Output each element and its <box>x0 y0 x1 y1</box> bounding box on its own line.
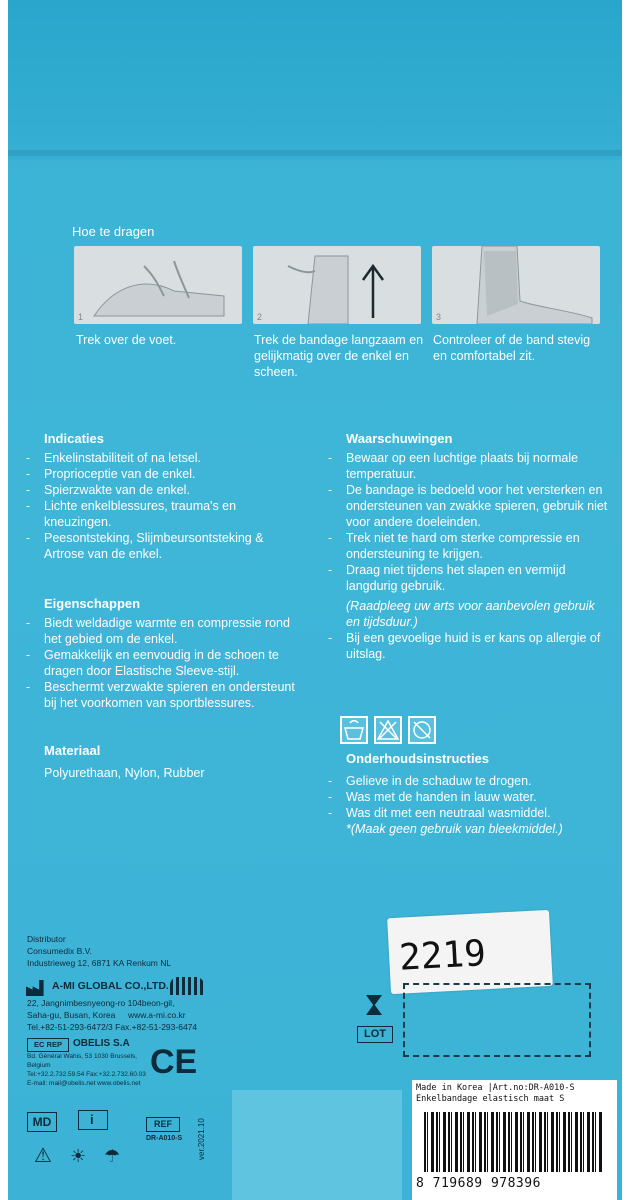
indication-item: - Enkelinstabiliteit of na letsel. <box>24 450 304 466</box>
md-badge: MD <box>27 1112 57 1132</box>
warning-item: - Draag niet tijdens het slapen en vermijd langdurig gebruik. <box>326 562 611 594</box>
ec-rep-mail: E-mail: mail@obelis.net www.obelis.net <box>27 1080 141 1087</box>
manufacturer-name: A-MI GLOBAL CO.,LTD. <box>52 980 169 992</box>
warning-triangle-icon: ⚠ <box>34 1145 52 1167</box>
keep-dry-icon: ☂ <box>104 1146 121 1166</box>
ref-code: DR-A010-S <box>146 1135 183 1142</box>
amigo-logo-icon <box>170 977 204 995</box>
bottom-flap <box>232 1090 402 1200</box>
product-label-line-2: Enkelbandage elastisch maat S <box>416 1094 565 1104</box>
step-3-image <box>432 246 600 324</box>
step-1-text: Trek over de voet. <box>76 333 177 347</box>
distributor-label: Distributor <box>27 934 66 944</box>
how-to-wear-title: Hoe te dragen <box>72 224 155 239</box>
warning-item: - Trek niet te hard om sterke compressie en ondersteuning te krijgen. <box>326 530 611 562</box>
ec-rep-tel: Tel:+32.2.732.59.54 Fax:+32.2.732.60.03 <box>27 1071 146 1078</box>
ref-badge: REF <box>146 1117 180 1132</box>
product-label <box>412 1080 617 1200</box>
top-flap <box>8 0 622 160</box>
care-item: - Was dit met een neutraal wasmiddel. <box>326 805 611 821</box>
step-2-text: Trek de bandage langzaam en gelijkmatig over de enkel en scheen. <box>254 333 424 379</box>
care-item: - Was met de handen in lauw water. <box>326 789 611 805</box>
fold-line <box>8 150 622 156</box>
ankle-sleeve-icon <box>432 246 600 324</box>
step-1-image <box>74 246 242 324</box>
version-text: ver.2021.10 <box>197 1118 206 1160</box>
care-title: Onderhoudsinstructies <box>346 751 490 766</box>
care-item: - Gelieve in de schaduw te drogen. <box>326 773 611 789</box>
keep-from-sun-icon: ☀ <box>70 1146 87 1166</box>
barcode-number: 8 719689 978396 <box>416 1176 541 1191</box>
ec-rep-badge: EC REP <box>27 1038 69 1052</box>
ec-rep-address-2: Belgium <box>27 1062 51 1069</box>
property-item: - Beschermt verzwakte spieren en ondersteunt bij het voorkomen van sportblessures. <box>24 679 299 711</box>
material-title: Materiaal <box>44 743 101 758</box>
material-text: Polyurethaan, Nylon, Rubber <box>44 766 205 780</box>
warnings-list-last <box>326 630 611 662</box>
property-item: - Gemakkelijk en eenvoudig in de schoen te dragen door Elastische Sleeve-stijl. <box>24 647 299 679</box>
manufacturer-address-2: Saha-gu, Busan, Korea <box>27 1010 116 1020</box>
distributor-name: Consumedix B.V. <box>27 946 92 956</box>
lot-box <box>403 983 591 1057</box>
indication-item: - Lichte enkelblessures, trauma's en kneuzingen. <box>24 498 304 530</box>
product-label-line-1: Made in Korea |Art.no:DR-A010-S <box>416 1083 575 1093</box>
ec-rep-address-1: Bd. Général Wahis, 53 1030 Brussels, <box>27 1053 137 1060</box>
manufacturer-web: www.a-mi.co.kr <box>128 1010 186 1020</box>
indication-item: - Peesontsteking, Slijmbeursontsteking & Artrose van de enkel. <box>24 530 304 562</box>
care-note: *(Maak geen gebruik van bleekmiddel.) <box>346 822 563 836</box>
warning-item: - Bewaar op een luchtige plaats bij normale temperatuur. <box>326 450 611 482</box>
leg-up-arrow-icon <box>253 246 421 324</box>
step-1-number: 1 <box>78 312 84 322</box>
no-bleach-icon <box>374 716 402 744</box>
indications-list <box>24 450 304 562</box>
ec-rep-name: OBELIS S.A <box>73 1038 130 1049</box>
ce-mark: CE <box>150 1043 198 1081</box>
warnings-title: Waarschuwingen <box>346 431 453 446</box>
property-item: - Biedt weldadige warmte en compressie rond het gebied om de enkel. <box>24 615 299 647</box>
step-3-number: 3 <box>436 312 442 322</box>
price-sticker-number: 2219 <box>398 933 487 979</box>
manufacturer-address-1: 22, Jangnimbesnyeong-ro 104beon-gil, <box>27 998 175 1008</box>
foot-pull-icon <box>74 246 242 324</box>
manufacturer-tel: Tel.+82-51-293-6472/3 Fax.+82-51-293-6474 <box>27 1022 198 1032</box>
warnings-note: (Raadpleeg uw arts voor aanbevolen gebruik en tijdsduur.) <box>346 599 595 629</box>
hand-wash-icon <box>340 716 368 744</box>
warnings-list <box>326 450 611 594</box>
warning-item: - Bij een gevoelige huid is er kans op allergie of uitslag. <box>326 630 611 662</box>
step-3-text: Controleer of de band stevig en comfortabel zit. <box>433 333 591 363</box>
dry-shade-icon <box>408 716 436 744</box>
barcode <box>424 1112 604 1172</box>
indication-item: - Proprioceptie van de enkel. <box>24 466 304 482</box>
properties-list <box>24 615 299 711</box>
step-2-image <box>253 246 421 324</box>
care-list <box>326 773 611 821</box>
price-sticker <box>387 910 553 994</box>
lot-badge: LOT <box>357 1026 393 1043</box>
properties-title: Eigenschappen <box>44 596 141 611</box>
indication-item: - Spierzwakte van de enkel. <box>24 482 304 498</box>
distributor-address: Industrieweg 12, 6871 KA Renkum NL <box>27 958 172 968</box>
indications-title: Indicaties <box>44 431 104 446</box>
instructions-book-icon: i <box>78 1110 108 1130</box>
step-2-number: 2 <box>257 312 263 322</box>
warning-item: - De bandage is bedoeld voor het versterken en ondersteunen van zwakke spieren, gebruik niet voor andere doeleinden. <box>326 482 611 530</box>
